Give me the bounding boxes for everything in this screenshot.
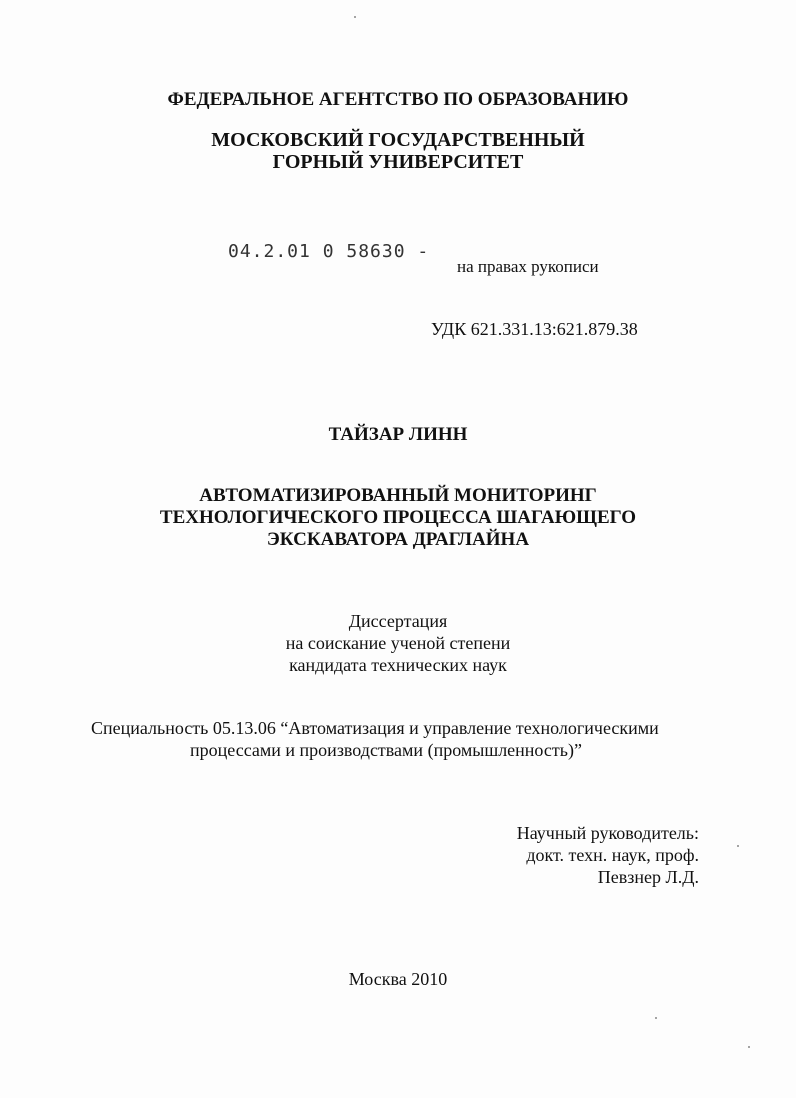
place-and-year: Москва 2010: [348, 969, 448, 989]
manuscript-note: на правах рукописи: [457, 257, 599, 276]
agency-heading: ФЕДЕРАЛЬНОЕ АГЕНТСТВО ПО ОБРАЗОВАНИЮ: [167, 89, 629, 110]
title-line3: ЭКСКАВАТОРА ДРАГЛАЙНА: [266, 529, 530, 550]
scan-speck: [354, 16, 356, 18]
supervisor-name: Певзнер Л.Д.: [597, 867, 699, 887]
title-line1: АВТОМАТИЗИРОВАННЫЙ МОНИТОРИНГ: [199, 485, 597, 506]
degree-line2: на соискание ученой степени: [285, 633, 511, 653]
specialty-line1: Специальность 05.13.06 “Автоматизация и управление технологическими: [91, 718, 659, 738]
supervisor-label: Научный руководитель:: [516, 823, 699, 843]
degree-line1: Диссертация: [348, 611, 448, 631]
degree-line3: кандидата технических наук: [289, 655, 507, 675]
university-name-line2: ГОРНЫЙ УНИВЕРСИТЕТ: [272, 151, 524, 173]
author-name: ТАЙЗАР ЛИНН: [328, 424, 468, 445]
scan-speck: [748, 1046, 750, 1048]
supervisor-degree: докт. техн. наук, проф.: [526, 845, 699, 865]
title-line2: ТЕХНОЛОГИЧЕСКОГО ПРОЦЕССА ШАГАЮЩЕГО: [159, 507, 637, 528]
registration-stamp: 04.2.01 0 58630 -: [228, 241, 430, 262]
specialty-line2: процессами и производствами (промышленность)”: [190, 740, 582, 760]
university-name-line1: МОСКОВСКИЙ ГОСУДАРСТВЕННЫЙ: [211, 129, 585, 151]
udc-code: УДК 621.331.13:621.879.38: [431, 319, 638, 339]
scan-speck: [655, 1017, 657, 1019]
scan-speck: [737, 845, 739, 847]
